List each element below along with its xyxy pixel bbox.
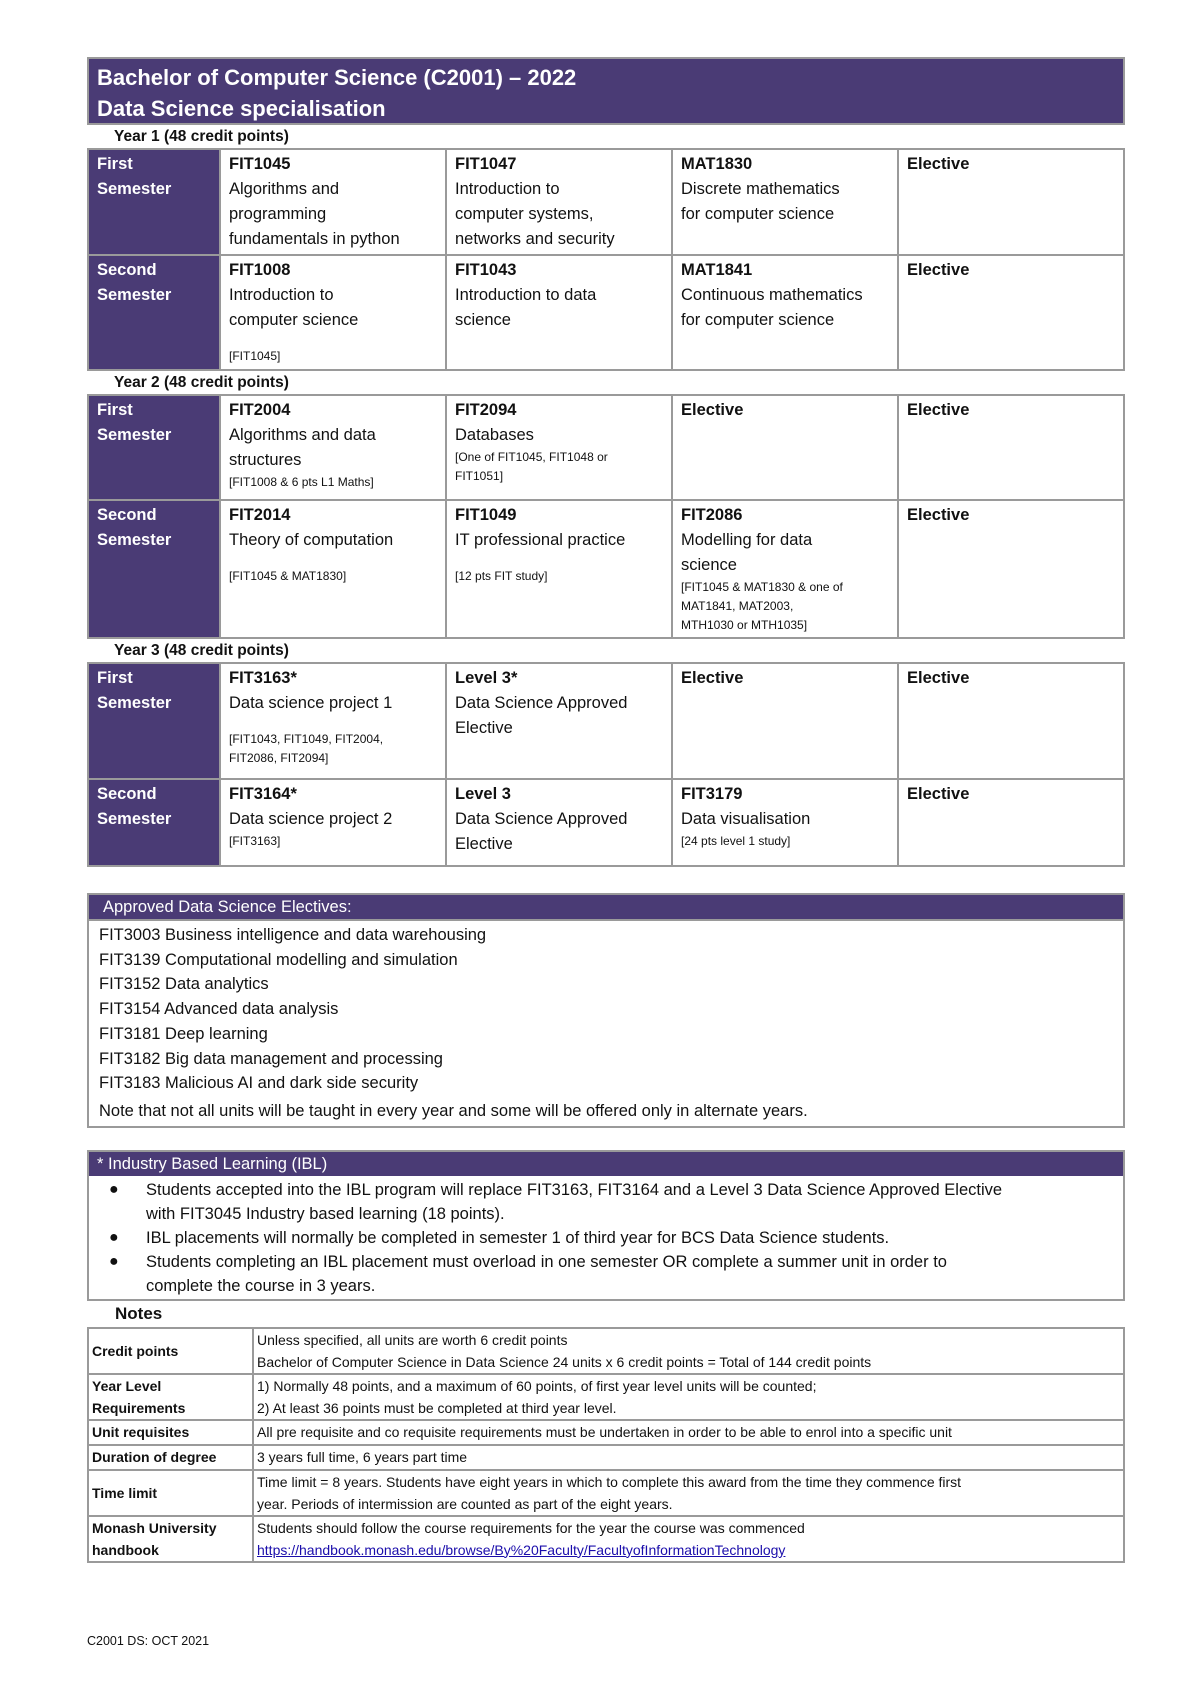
notes-key-text: Time limit [92, 1484, 158, 1501]
list-item: FIT3181 Deep learning [99, 1024, 268, 1043]
list-item: FIT3183 Malicious AI and dark side security [99, 1074, 419, 1093]
notes-key-text: Credit points [92, 1342, 179, 1359]
unit-name: Introduction to [229, 286, 334, 304]
ibl-bullet-text: Students accepted into the IBL program will replace FIT3163, FIT3164 and a Level 3 Data Science Approved Elective [146, 1180, 1003, 1199]
unit-prerequisite: [FIT3163] [229, 834, 281, 848]
list-item [89, 1178, 1113, 1226]
unit-code: Elective [907, 669, 970, 687]
notes-value-text: year. Periods of intermission are counted as part of the eight years. [257, 1495, 673, 1512]
unit-code: Elective [907, 506, 970, 524]
unit-name: Introduction to data [455, 286, 597, 304]
notes-value-text: Time limit = 8 years. Students have eight years in which to complete this award from the time they commence first [257, 1473, 962, 1490]
unit-name: Data science project 2 [229, 810, 393, 828]
unit-name: computer science [229, 311, 359, 329]
unit-code: MAT1841 [681, 261, 753, 279]
list-item: FIT3003 Business intelligence and data warehousing [99, 926, 487, 944]
unit-name: Discrete mathematics [681, 180, 840, 198]
notes-value [253, 1420, 1124, 1445]
unit-cell [672, 500, 898, 638]
unit-name: Continuous mathematics [681, 286, 863, 304]
unit-code: Elective [681, 401, 744, 419]
unit-code: Elective [907, 785, 970, 803]
handbook-link[interactable]: https://handbook.monash.edu/browse/By%20Faculty/FacultyofInformationTechnology [257, 1541, 786, 1558]
unit-cell [446, 255, 672, 370]
unit-name: science [681, 556, 737, 574]
unit-cell [446, 149, 672, 255]
semester-label [88, 255, 220, 370]
unit-name: Databases [455, 426, 534, 444]
semester-row [88, 255, 1124, 370]
bullet-icon: ● [109, 1228, 119, 1246]
notes-key [88, 1328, 253, 1374]
unit-prerequisite: FIT2086, FIT2094] [229, 751, 329, 765]
ibl-list [89, 1176, 1123, 1299]
semester-row [88, 500, 1124, 638]
ibl-box [87, 1150, 1125, 1301]
unit-code: FIT3164* [229, 785, 297, 803]
footer-document-code: C2001 DS: OCT 2021 [87, 1634, 210, 1648]
unit-prerequisite: [FIT1043, FIT1049, FIT2004, [229, 732, 384, 746]
spacer [455, 553, 663, 567]
table-row [88, 1516, 1124, 1562]
semester-row [88, 779, 1124, 866]
unit-name: Theory of computation [229, 531, 394, 549]
list-item: FIT3182 Big data management and processing [99, 1049, 443, 1068]
unit-prerequisite: [FIT1008 & 6 pts L1 Maths] [229, 475, 374, 489]
unit-prerequisite: [One of FIT1045, FIT1048 or [455, 450, 608, 464]
unit-name: for computer science [681, 311, 835, 329]
unit-name: computer systems, [455, 205, 594, 223]
unit-code: FIT2004 [229, 401, 291, 419]
semester-label-line: Semester [97, 426, 172, 444]
unit-cell [898, 500, 1124, 638]
unit-code: Elective [907, 155, 970, 173]
semester-label [88, 663, 220, 779]
ibl-bullet-text: complete the course in 3 years. [146, 1276, 376, 1295]
unit-name: Introduction to [455, 180, 560, 198]
unit-cell [898, 255, 1124, 370]
unit-prerequisite: [FIT1045] [229, 349, 281, 363]
semester-row [88, 663, 1124, 779]
course-title: Bachelor of Computer Science (C2001) – 2022 [97, 65, 577, 90]
unit-code: Elective [907, 401, 970, 419]
year-1-label: Year 1 (48 credit points) [114, 128, 289, 145]
ibl-bullet-text: Students completing an IBL placement must overload in one semester OR complete a summer unit in order to [146, 1252, 947, 1271]
unit-cell [220, 395, 446, 500]
notes-key-text: Year Level [92, 1377, 162, 1394]
ibl-bullet-text: IBL placements will normally be completed in semester 1 of third year for BCS Data Science students. [146, 1228, 890, 1247]
approved-electives-box [87, 893, 1125, 1128]
electives-note: Note that not all units will be taught in every year and some will be offered only in alternate years. [99, 1101, 808, 1120]
notes-value-text: Bachelor of Computer Science in Data Science 24 units x 6 credit points = Total of 144 credit points [257, 1353, 872, 1370]
unit-name: Algorithms and data [229, 426, 376, 444]
unit-cell [220, 779, 446, 866]
notes-value-text: Unless specified, all units are worth 6 credit points [257, 1331, 568, 1348]
unit-name: Data science project 1 [229, 694, 393, 712]
notes-heading: Notes [115, 1303, 163, 1323]
unit-code: FIT1045 [229, 155, 291, 173]
notes-value [253, 1328, 1124, 1374]
notes-value-text: Students should follow the course requirements for the year the course was commenced [257, 1519, 805, 1536]
notes-value [253, 1516, 1124, 1562]
notes-key-text: Monash University [92, 1519, 217, 1536]
semester-label-line: First [97, 155, 133, 173]
unit-name: programming [229, 205, 327, 223]
year-1-table [87, 148, 1125, 371]
notes-key [88, 1420, 253, 1445]
unit-cell [672, 395, 898, 500]
semester-row [88, 395, 1124, 500]
unit-code: Elective [681, 669, 744, 687]
list-item: FIT3154 Advanced data analysis [99, 1000, 339, 1019]
list-item: FIT3152 Data analytics [99, 975, 269, 994]
unit-cell [672, 779, 898, 866]
notes-key [88, 1374, 253, 1420]
unit-cell [672, 663, 898, 779]
notes-key [88, 1470, 253, 1516]
unit-prerequisite: [FIT1045 & MAT1830 & one of [681, 580, 843, 594]
year-3-label: Year 3 (48 credit points) [114, 642, 289, 659]
year-3-table [87, 662, 1125, 867]
semester-label-line: Semester [97, 531, 172, 549]
bullet-icon: ● [109, 1252, 119, 1270]
notes-key-text: Duration of degree [92, 1449, 217, 1466]
unit-code: MAT1830 [681, 155, 753, 173]
unit-name: for computer science [681, 205, 835, 223]
list-item [89, 1226, 1113, 1250]
year-2-table [87, 394, 1125, 639]
notes-key-text: handbook [92, 1541, 159, 1558]
semester-label-line: Semester [97, 180, 172, 198]
approved-electives-heading: Approved Data Science Electives: [89, 895, 1123, 919]
notes-key-text: Requirements [92, 1399, 186, 1416]
unit-cell [446, 779, 672, 866]
list-item [89, 1250, 1113, 1298]
notes-value-text: 3 years full time, 6 years part time [257, 1449, 468, 1466]
unit-cell [220, 255, 446, 370]
unit-cell [898, 149, 1124, 255]
unit-code: Elective [907, 261, 970, 279]
notes-value [253, 1445, 1124, 1470]
unit-code: FIT1043 [455, 261, 517, 279]
semester-label [88, 395, 220, 500]
unit-name: structures [229, 451, 302, 469]
semester-label [88, 779, 220, 866]
course-map [87, 57, 1125, 1563]
bullet-icon: ● [109, 1180, 119, 1198]
unit-name: science [455, 311, 511, 329]
unit-code: FIT3163* [229, 669, 297, 687]
semester-label-line: First [97, 401, 133, 419]
unit-cell [672, 149, 898, 255]
unit-cell [672, 255, 898, 370]
unit-code: FIT1008 [229, 261, 291, 279]
unit-code: FIT2014 [229, 506, 291, 524]
unit-code: FIT2086 [681, 506, 743, 524]
notes-value [253, 1374, 1124, 1420]
unit-name: Elective [455, 719, 513, 737]
unit-name: Data visualisation [681, 810, 811, 828]
unit-code: FIT3179 [681, 785, 743, 803]
table-row [88, 1328, 1124, 1374]
specialisation-title: Data Science specialisation [97, 96, 386, 121]
unit-cell [898, 779, 1124, 866]
semester-label-line: Semester [97, 810, 172, 828]
unit-name: networks and security [455, 230, 615, 248]
unit-prerequisite: [24 pts level 1 study] [681, 834, 791, 848]
course-title-banner [87, 57, 1125, 125]
table-row [88, 1470, 1124, 1516]
notes-key [88, 1445, 253, 1470]
notes-table [87, 1327, 1125, 1563]
table-row [88, 1445, 1124, 1470]
unit-prerequisite: FIT1051] [455, 469, 504, 483]
unit-name: fundamentals in python [229, 230, 400, 248]
semester-label-line: Second [97, 785, 157, 803]
semester-label [88, 500, 220, 638]
unit-cell [446, 395, 672, 500]
unit-cell [220, 663, 446, 779]
table-row [88, 1420, 1124, 1445]
table-row [88, 1374, 1124, 1420]
unit-cell [898, 395, 1124, 500]
notes-value [253, 1470, 1124, 1516]
unit-code: FIT2094 [455, 401, 517, 419]
semester-label-line: Semester [97, 694, 172, 712]
spacer [229, 716, 437, 730]
unit-code: Level 3 [455, 785, 511, 803]
unit-prerequisite: MTH1030 or MTH1035] [681, 618, 808, 632]
unit-name: Modelling for data [681, 531, 813, 549]
unit-name: IT professional practice [455, 531, 626, 549]
approved-electives-list [89, 919, 1123, 1126]
semester-row [88, 149, 1124, 255]
unit-name: Elective [455, 835, 513, 853]
semester-label-line: Semester [97, 286, 172, 304]
unit-code: Level 3* [455, 669, 518, 687]
list-item: FIT3139 Computational modelling and simulation [99, 950, 458, 969]
notes-key [88, 1516, 253, 1562]
unit-cell [898, 663, 1124, 779]
unit-code: FIT1049 [455, 506, 517, 524]
spacer [229, 333, 437, 347]
unit-name: Data Science Approved [455, 694, 628, 712]
unit-cell [220, 149, 446, 255]
semester-label-line: Second [97, 261, 157, 279]
notes-value-text: All pre requisite and co requisite requirements must be undertaken in order to be able to enrol into a specific unit [257, 1424, 952, 1441]
unit-prerequisite: [FIT1045 & MAT1830] [229, 569, 347, 583]
notes-value-text: 1) Normally 48 points, and a maximum of 60 points, of first year level units will be counted; [257, 1377, 817, 1394]
unit-cell [446, 500, 672, 638]
spacer [229, 553, 437, 567]
year-2-label: Year 2 (48 credit points) [114, 374, 289, 391]
unit-name: Algorithms and [229, 180, 340, 198]
unit-prerequisite: [12 pts FIT study] [455, 569, 548, 583]
unit-code: FIT1047 [455, 155, 517, 173]
unit-prerequisite: MAT1841, MAT2003, [681, 599, 794, 613]
semester-label-line: Second [97, 506, 157, 524]
notes-key-text: Unit requisites [92, 1424, 190, 1441]
semester-label-line: First [97, 669, 133, 687]
unit-name: Data Science Approved [455, 810, 628, 828]
notes-value-text: 2) At least 36 points must be completed at third year level. [257, 1399, 617, 1416]
ibl-heading: * Industry Based Learning (IBL) [89, 1152, 1123, 1176]
ibl-bullet-text: with FIT3045 Industry based learning (18 points). [146, 1204, 505, 1223]
semester-label [88, 149, 220, 255]
unit-cell [446, 663, 672, 779]
unit-cell [220, 500, 446, 638]
